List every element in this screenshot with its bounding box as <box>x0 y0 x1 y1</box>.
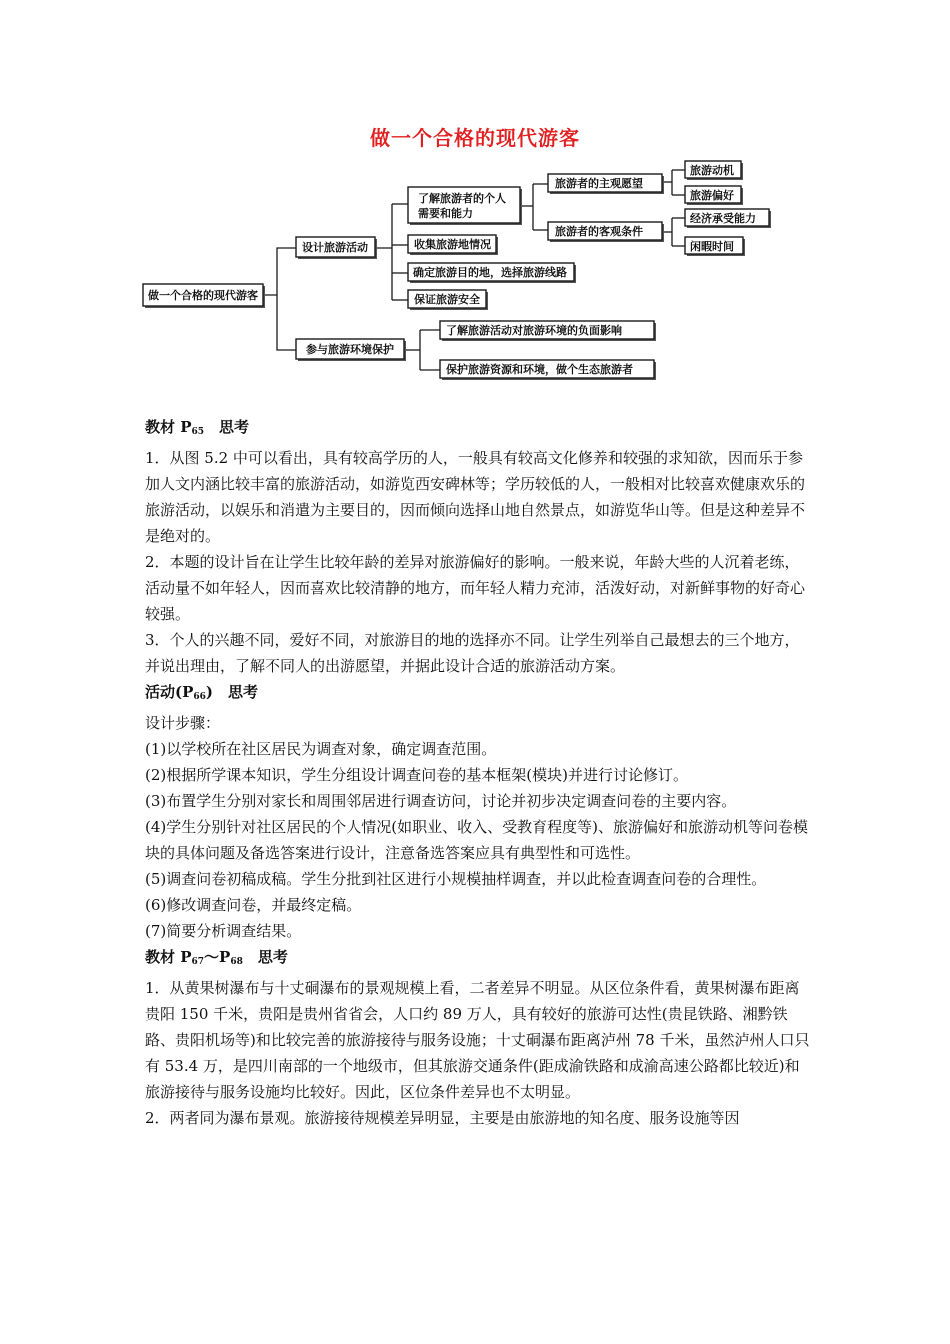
svg-text:收集旅游地情况: 收集旅游地情况 <box>414 238 491 251</box>
node-safety <box>408 290 488 310</box>
svg-text:了解旅游活动对旅游环境的负面影响: 了解旅游活动对旅游环境的负面影响 <box>446 324 622 337</box>
svg-text:参与旅游环境保护: 参与旅游环境保护 <box>306 343 394 356</box>
section-heading-textbook-p65: 教材 $P_{65}$ 思考 <box>145 418 250 437</box>
svg-text:经济承受能力: 经济承受能力 <box>690 212 756 225</box>
list-item: (5)调查问卷初稿成稿。学生分批到社区进行小规模抽样调查，并以此检查调查问卷的合理性。 <box>145 870 767 888</box>
node-economic-capacity <box>685 209 771 228</box>
list-item: (3)布置学生分别对家长和周围邻居进行调查访问，讨论并初步决定调查问卷的主要内容。 <box>145 792 737 810</box>
node-negative-impact <box>440 321 656 341</box>
node-choose-destination <box>408 263 576 283</box>
svg-text:做一个合格的现代游客: 做一个合格的现代游客 <box>148 289 258 302</box>
list-item: (4)学生分别针对社区居民的个人情况(如职业、收入、受教育程度等)、旅游偏好和旅游动机等问卷模块的具体问题及备选答案进行设计，注意备选答案应具有典型性和可选性。 <box>145 818 808 862</box>
node-environment-protection <box>296 339 406 361</box>
node-preference <box>685 186 743 205</box>
section-heading-activity-p66: 活动$(P_{66})$ 思考 <box>145 683 259 702</box>
node-eco-tourist <box>440 360 656 380</box>
svg-text:闲暇时间: 闲暇时间 <box>690 240 734 253</box>
paragraph: 1．从黄果树瀑布与十丈硐瀑布的景观规模上看，二者差异不明显。从区位条件看，黄果树瀑布距离贵阳 150 千米，贵阳是贵州省省会，人口约 89 万人，具有较好的旅游可达性(贵昆铁路、湘黔铁路、贵阳机场等)和比较完善的旅游接待与服务设施；十丈硐瀑布距离泸州 78 千米，虽然泸州人口只有 53.4 万，是四川南部的一个地级市，但其旅游交通条件(距成渝铁路和成渝高速公路都比较近)和旅游接待与服务设施均比较好。因此，区位条件差异也不太明显。 <box>145 979 810 1101</box>
svg-text:旅游者的主观愿望: 旅游者的主观愿望 <box>555 177 643 190</box>
list-item: (1)以学校所在社区居民为调查对象，确定调查范围。 <box>145 740 497 758</box>
svg-text:保证旅游安全: 保证旅游安全 <box>414 293 480 306</box>
node-design-activity <box>296 237 377 259</box>
document-body <box>145 414 813 1131</box>
paragraph: 2．两者同为瀑布景观。旅游接待规模差异明显，主要是由旅游地的知名度、服务设施等因 <box>145 1109 740 1127</box>
node-root <box>143 284 265 308</box>
node-motivation <box>685 161 743 180</box>
node-understand-tourist <box>408 187 522 225</box>
section-heading-textbook-p67-p68: 教材 $P_{67}\sim P_{68}$ 思考 <box>145 948 288 967</box>
list-item: (7)简要分析调查结果。 <box>145 922 302 940</box>
svg-text:保护旅游资源和环境，做个生态旅游者: 保护旅游资源和环境，做个生态旅游者 <box>446 363 633 376</box>
svg-text:旅游动机: 旅游动机 <box>690 164 734 177</box>
list-item: (6)修改调查问卷，并最终定稿。 <box>145 896 362 914</box>
paragraph: 2．本题的设计旨在让学生比较年龄的差异对旅游偏好的影响。一般来说，年龄大些的人沉着老练，活动量不如年轻人，因而喜欢比较清静的地方，而年轻人精力充沛，活泼好动，对新鲜事物的好奇心较强。 <box>145 553 806 623</box>
paragraph: 设计步骤： <box>145 714 221 732</box>
svg-text:确定旅游目的地，选择旅游线路: 确定旅游目的地，选择旅游线路 <box>413 266 567 279</box>
paragraph: 1．从图 5.2 中可以看出，具有较高学历的人，一般具有较高文化修养和较强的求知欲，因而乐于参加人文内涵比较丰富的旅游活动，如游览西安碑林等；学历较低的人，一般相对比较喜欢健康欢乐的旅游活动，以娱乐和消遣为主要目的，因而倾向选择山地自然景点，如游览华山等。但是这种差异不是绝对的。 <box>145 449 806 545</box>
svg-text:需要和能力: 需要和能力 <box>418 207 473 220</box>
node-collect-info <box>408 235 498 255</box>
page-title: 做一个合格的现代游客 <box>370 126 580 150</box>
svg-text:旅游者的客观条件: 旅游者的客观条件 <box>555 225 643 238</box>
node-subjective-wish <box>548 174 664 194</box>
paragraph: 3．个人的兴趣不同，爱好不同，对旅游目的地的选择亦不同。让学生列举自己最想去的三个地方，并说出理由，了解不同人的出游愿望，并据此设计合适的旅游活动方案。 <box>145 631 800 675</box>
svg-text:旅游偏好: 旅游偏好 <box>690 189 734 202</box>
svg-text:设计旅游活动: 设计旅游活动 <box>302 241 368 254</box>
node-objective-conditions <box>548 222 664 242</box>
list-item: (2)根据所学课本知识，学生分组设计调查问卷的基本框架(模块)并进行讨论修订。 <box>145 766 688 784</box>
svg-text:了解旅游者的个人: 了解旅游者的个人 <box>418 192 506 205</box>
node-leisure-time <box>685 237 745 256</box>
concept-map-diagram <box>0 0 950 400</box>
